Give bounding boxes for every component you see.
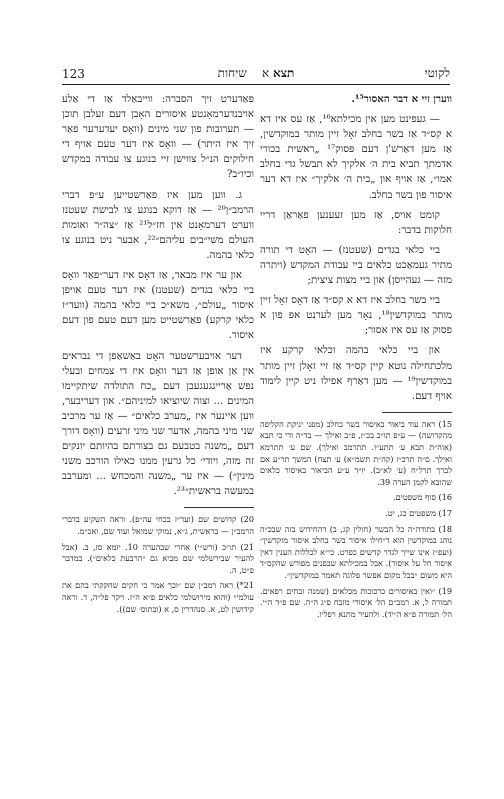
footnote: 19) ״ואין באיסורים כרכובות מכלאים (שמנה זבחים רפאים. תמורה ל, א. רמב״ם הל׳ איסורי מזבח פ״ג ה״ה. שם פ״ד ה״י. הל׳ תמורה פ״א ה״יד). ולהעיר מתנא רפליו. bbox=[260, 585, 452, 619]
footnote: 16) סוף משפטים. bbox=[393, 492, 452, 503]
left-column bbox=[62, 92, 254, 619]
footnote: 21*) ראה רמב״ן שם ״וכך אמר כי חקים שחקקתי בהם את עולמי״ (והוא מירושלמי כלאים פ״א ה״ז. ויקר פל״ה, ד. וראה קידושין לט, א. סנהדרין ס, א (ובתוס׳ שם)). bbox=[62, 580, 254, 614]
paragraph: דער אויבערשטער האָט באַשאַפן די נבראים אין אַן אופן אַז דער וואָס איז די צמחים ובעלי נפש אַריינגעגעבן דעם „כח התולדה שיתקיימו המינים ... וצוה שיוציאו למיניהם״. און דעריבער, ווען איינער איז „מערב כלאים״ — אַז ער מרכיב שני מיני בהמה, אדער שני מיני זרעים (וואָס דורך דעם „משנה בטבעם גם בצורתם בהיותם יונקים זה מזה, ויודי׳ כל גרעין ממנו כאילו הורכב משני מינין״) — איז ער „משנה והמכחש ... ומערבב במעשה בראשית״²³. bbox=[62, 350, 254, 498]
paragraph: ווערן זיי א דבר האסור¹⁵. bbox=[351, 93, 452, 105]
header-parsha bbox=[218, 66, 295, 81]
paragraph: ביי בשר בחלב איז דא א קס״ד אַז דאָס זאָל זיין מותר במוקדשין¹⁸, נאָר מען לערנט אפּ פון א פסוק אַז עס איז אסור; bbox=[260, 295, 452, 337]
running-header bbox=[62, 66, 450, 85]
paragraph: ג. ווען מען איז פאַרשטייען ע״פ דברי הרמב״ן²⁰ — אַז דוקא בנוגע צו לבישת שעטנז ווערט דערמאָנט אין חז״ל²¹ אַז ״צה״ר ואומות העולם משי״בים עליהם״²², אבער ניט בנוגע צו כלאי בהמה. bbox=[62, 189, 254, 261]
paragraph: פּאַדערט זיך הסברה: ווייבאַלד אַז די אַלע אויבנדערמאָנטע איסורים האָבן דעם זעלבן תוכן — תערובות פון שני מינים (וואָס יעדערער פאַר זיך איז היתר) — וואָס איז דער טעם אויף די חילוקים הנ״ל צווישן זיי בנוגע צו עבודה במקדש וכיו״ב? bbox=[62, 94, 254, 181]
paragraph: און ער איז מבאר, אַז דאָס איז דער״פאַר וואָס ביי כלאי בגדים (שעטנז) איז דער טעם אויפן איסור „עולם״, משא״כ ביי כלאי בהמה (וועד״ז כלאי קרקע) פאַרשטייט מען דעם טעם פון דעם איסור. bbox=[62, 270, 254, 342]
paragraph: ביי כלאי בגדים (שעטנז) — האָט די תורה מתיר געמאַכט כלאים ביי עבודת המקדש (ויתרה מזה — געהייסן) און ביי מצות ציצית; bbox=[260, 244, 452, 287]
footnote-divider bbox=[382, 412, 452, 413]
page-number: 123 bbox=[62, 67, 85, 81]
footnote: 15) ראה עוד ביאור באיסור בשר בחלב (מפני יניקת הקליפה מהקדושה) — ע״פ תו״כ בכ״ז, פ״ב ואילך — בד״ה ודי כי תבא (אוה״ת תבא ע׳ תתע״ו. תתרמב ואילך). שם ע׳ תתרמא ואילך. ס״ה תרכ״ז (קה״ת תשמ״א) ע׳ תצח) המשך תר״ע אם לברך תרל״ח (ע׳ לא״ב). יו״ד ע״ע הביאור באיסור כלאים שהובא לקמן הערה 39. bbox=[260, 418, 452, 487]
paragraph: — געפינט מען אין מכילתא¹⁶, אַז עס איז דא א קס״ד אַז בשר בחלב זאָל זיין מותר במוקדשין, אַז מען דאַרשׁ'ן דעם פּסוק¹⁷ „ראשית בכורי אדמתך תביא בית ה׳ אלקיך לא תבשל גדי בחלב אמו״, אַז אויף און „בית ה׳ אלקיך״ איז דא דער איסור פון בשר בחלב. bbox=[260, 114, 452, 201]
header-parsha-name: תצא bbox=[273, 66, 295, 80]
right-column bbox=[260, 92, 452, 624]
footnote: 18) בתודה״ה כל הבשר (חולין קג, ב) דהחידוש בזה שבכ״ה נוהג במוקדשין הוא ד״חילו איסור בשר בחלב איסור מוקדשין״ (ועפ״ז אינו שייך לגדר קדשים כפרט. כי״א לכללות הענין דאין איסור חל על איסור). אבל במכילתא שבפנים מפורש שהקס״ד היא משום ״בכל מקום אפשר פלוגה תאמר במוקדשין״. bbox=[260, 523, 452, 580]
footnote: 20) קדושים שם (ועד״ז בכחי עה״פ). וראה השקיע בדברי הרמב״ן — בראשית, ג״א, נמוקי שמואל ועוד שם, ואכ״מ. bbox=[62, 514, 254, 537]
footnote-divider bbox=[184, 507, 254, 508]
paragraph: און ביי כלאי בהמה וכלאי קרקע איז מלכתחילה נוטא קיין קס״ד אַז זיי זאָלן זיין מותר במוקדשין¹⁹ — מען דאַרף אפילו ניט קיין לימוד אויף דעם. bbox=[260, 345, 452, 402]
footnotes bbox=[260, 419, 452, 621]
paragraph: קומט אויס, אַז מען זעענען פאַראַן דריי חלוקות בדבר: bbox=[260, 209, 452, 236]
footnote: 17) משפטים כג, יט. bbox=[385, 507, 452, 518]
header-section: שיחות bbox=[217, 66, 247, 80]
header-parsha-number: א bbox=[262, 66, 274, 80]
footnotes bbox=[62, 514, 254, 615]
header-book-title: לקוטי bbox=[424, 66, 450, 80]
footnote: 21) תו״כ (ורש״י) אחרי שבהערה 10. יומא סז, ב. (אבל להעיר שבירשלמי שם מביא גם ״הרבעת כלאים״). במדבר פ״ט, ה. bbox=[62, 541, 254, 575]
